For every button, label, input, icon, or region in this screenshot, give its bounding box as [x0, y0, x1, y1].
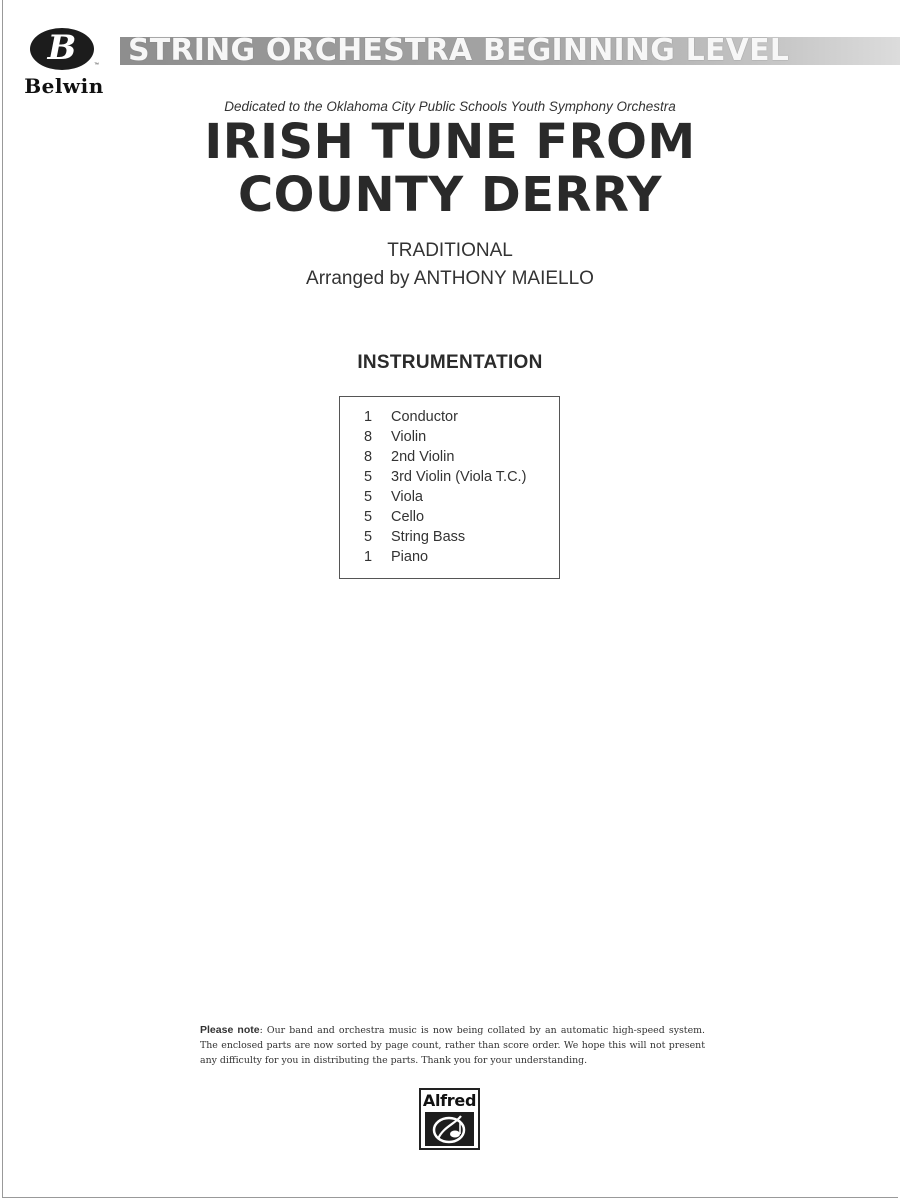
instrument-name: String Bass [391, 529, 466, 545]
instrument-row [354, 447, 526, 467]
instrumentation-list [354, 407, 526, 567]
series-banner-text: STRING ORCHESTRA BEGINNING LEVEL [128, 33, 790, 68]
instrument-name: Violin [391, 429, 427, 445]
arranger: Arranged by ANTHONY MAIELLO [306, 268, 594, 289]
instrument-count: 5 [364, 509, 373, 525]
instrument-count: 5 [364, 469, 373, 485]
trademark-mark: ™ [94, 62, 99, 68]
belwin-logo-name: Belwin [24, 74, 104, 98]
instrument-count: 5 [364, 529, 373, 545]
instrument-row [354, 527, 526, 547]
instrument-count: 8 [364, 449, 373, 465]
belwin-logo-letter: B [47, 28, 77, 68]
collation-note [200, 1023, 705, 1068]
belwin-logo [8, 22, 120, 102]
instrument-row [354, 427, 526, 447]
instrument-count: 1 [364, 409, 373, 425]
instrumentation-heading: INSTRUMENTATION [357, 352, 543, 373]
note-text: : Our band and orchestra music is now being collated by an automatic high-speed system. The enclosed parts are now sorted by page count, rather than score order. We hope this will not present any difficulty for you in distributing the parts. Thank you for your understanding. [200, 1025, 705, 1066]
instrument-name: Conductor [391, 409, 458, 425]
instrument-name: Cello [391, 509, 425, 525]
instrument-count: 5 [364, 489, 373, 505]
instrumentation-box [339, 396, 560, 579]
instrument-name: Piano [391, 549, 429, 565]
instrument-row [354, 547, 526, 567]
instrument-name: 2nd Violin [391, 449, 455, 465]
composer: TRADITIONAL [387, 240, 513, 261]
instrument-count: 1 [364, 549, 373, 565]
dedication: Dedicated to the Oklahoma City Public Schools Youth Symphony Orchestra [224, 99, 676, 114]
note-label: Please note [200, 1024, 260, 1036]
title-line-2: COUNTY DERRY [237, 167, 663, 223]
instrument-name: 3rd Violin (Viola T.C.) [391, 469, 527, 485]
instrument-row [354, 467, 526, 487]
instrument-row [354, 507, 526, 527]
alfred-emblem-icon [425, 1112, 474, 1146]
alfred-music-icon [425, 1112, 474, 1146]
title-line-1: IRISH TUNE FROM [204, 114, 696, 170]
instrument-count: 8 [364, 429, 373, 445]
instrument-name: Viola [391, 489, 423, 505]
piece-title [0, 116, 900, 222]
alfred-logo [419, 1088, 480, 1150]
instrument-row [354, 487, 526, 507]
alfred-logo-name: Alfred [422, 1091, 477, 1110]
instrument-row [354, 407, 526, 427]
